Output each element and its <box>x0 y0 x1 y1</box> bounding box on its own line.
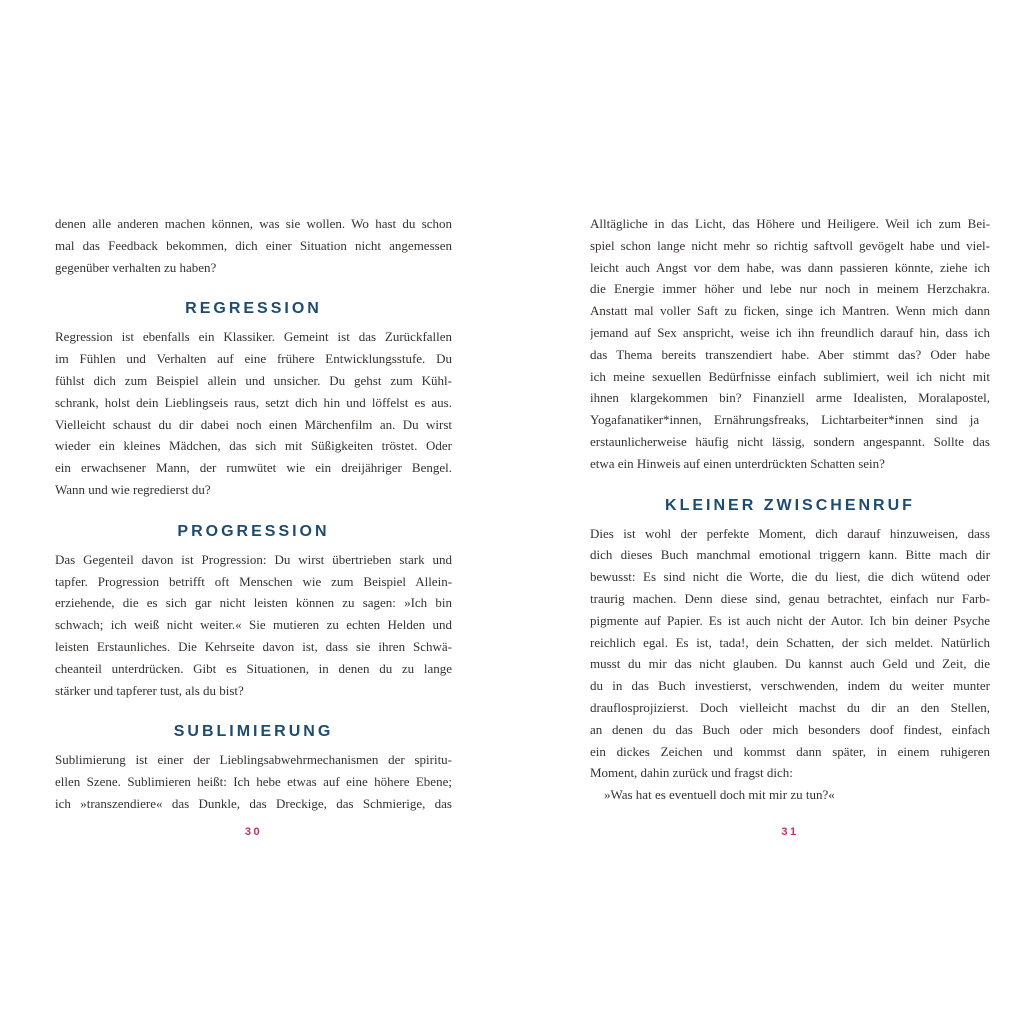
paragraph <box>55 549 452 702</box>
section-heading: REGRESSION <box>185 300 322 318</box>
text-line: an denen du das Buch oder mich besonders doof findest, einfach <box>590 721 990 737</box>
text-line: Alltägliche in das Licht, das Höhere und Heiligere. Weil ich zum Bei- <box>590 216 990 231</box>
text-line: traurig machen. Denn diese sind, genau betrachtet, einfach nur Farb- <box>590 590 990 606</box>
text-line: schrank, holst dein Lieblingseis raus, setzt dich hin und löffelst es aus. <box>55 394 452 410</box>
text-line: ein dickes Zeichen und kommst dann später, in einem ruhigeren <box>590 743 990 759</box>
paragraph <box>55 213 452 278</box>
text-line: cheanteil unterdrücken. Gibt es Situationen, in denen du zu lange <box>55 660 452 676</box>
text-line: die Energie immer höher und lebe nur noch in meinem Herzchakra. <box>590 281 990 297</box>
text-line: im Fühlen und Verhalten auf eine frühere Entwicklungsstufe. Du <box>55 351 452 367</box>
text-line: ellen Szene. Sublimieren heißt: Ich hebe etwas auf eine höhere Ebene; <box>55 774 452 790</box>
section-heading: SUBLIMIERUNG <box>173 723 334 741</box>
text-line: ich meine sexuellen Bedürfnisse einfach sublimiert, weil ich nicht mit <box>590 368 990 384</box>
text-line: Yogafanatiker*innen, Ernährungsfreaks, Lichtarbeiter*innen sind ja <box>590 412 980 428</box>
text-line: stärker und tapferer tust, als du bist? <box>55 682 244 698</box>
text-line: tapfer. Progression betrifft oft Menschen wie zum Beispiel Allein- <box>55 573 452 589</box>
text-line: das Thema bereits transzendiert habe. Aber stimmt das? Oder habe <box>590 346 990 362</box>
text-line: leisten Erstaunliches. Die Kehrseite davon ist, dass sie ihren Schwä- <box>55 638 452 654</box>
text-line: Das Gegenteil davon ist Progression: Du wirst übertrieben stark und <box>55 551 452 567</box>
text-line: »Was hat es eventuell doch mit mir zu tun?« <box>604 787 835 803</box>
page-number: 30 <box>244 826 263 838</box>
paragraph <box>590 784 990 806</box>
right-page <box>590 213 990 893</box>
text-line: Regression ist ebenfalls ein Klassiker. Gemeint ist das Zurückfallen <box>55 329 452 345</box>
section-heading: PROGRESSION <box>177 522 330 540</box>
text-line: ihnen klargekommen bin? Finanziell arme Idealisten, Moralapostel, <box>590 390 990 406</box>
text-line: ein erwachsener Mann, der rumwütet wie ein dreijähriger Bengel. <box>55 460 452 476</box>
text-line: musst du mir das nicht glauben. Du kannst auch Geld und Zeit, die <box>590 656 990 672</box>
paragraph <box>55 326 452 500</box>
text-line: pigmente auf Papier. Es ist auch nicht der Autor. Ich bin deiner Psyche <box>590 612 990 628</box>
text-line: dich dieses Buch manchmal emotional triggern kann. Bitte mach dir <box>590 547 990 563</box>
page-text-blocks <box>590 213 990 806</box>
text-line: Vielleicht schaust du dir dabei noch einen Märchenfilm an. Du wirst <box>55 416 452 432</box>
text-line: Sublimierung ist einer der Lieblingsabwehrmechanismen der spiritu- <box>55 752 452 768</box>
text-line: mal das Feedback bekommen, dich einer Situation nicht angemessen <box>55 237 452 253</box>
text-line: wieder ein kleines Mädchen, das sich mit Süßigkeiten tröstet. Oder <box>55 438 452 454</box>
text-line: denen alle anderen machen können, was sie wollen. Wo hast du schon <box>55 216 452 231</box>
text-line: spiel schon lange nicht mehr so richtig saftvoll gevögelt habe und viel- <box>590 237 990 253</box>
page-number: 31 <box>781 826 799 838</box>
text-line: Moment, dahin zurück und fragst dich: <box>590 765 793 781</box>
text-line: jemand auf Sex anspricht, weise ich ihn freundlich darauf hin, dass ich <box>590 324 990 340</box>
text-line: leicht auch Angst vor dem habe, was dann passieren könnte, ziehe ich <box>590 259 990 275</box>
text-line: Wann und wie regredierst du? <box>55 481 211 497</box>
text-line: gegenüber verhalten zu haben? <box>55 259 217 275</box>
text-line: erziehende, die es sich gar nicht leisten können zu sagen: »Ich bin <box>55 595 452 611</box>
paragraph <box>55 749 452 814</box>
paragraph <box>590 213 990 475</box>
text-line: Dies ist wohl der perfekte Moment, dich darauf hinzuweisen, dass <box>590 525 990 541</box>
left-page <box>55 213 452 893</box>
text-line: erstaunlicherweise häufig nicht lässig, sondern angespannt. Sollte das <box>590 433 990 449</box>
text-line: du in das Buch investierst, verschwenden, indem du weiter munter <box>590 678 990 694</box>
text-line: fühlst dich zum Beispiel allein und unsicher. Du gehst zum Kühl- <box>55 372 452 388</box>
paragraph <box>590 523 990 785</box>
page-text-blocks <box>55 213 452 815</box>
text-line: schwach; ich weiß nicht weiter.« Sie mutieren zu echten Helden und <box>55 617 452 633</box>
text-line: drauflosprojizierst. Doch vielleicht machst du dir an den Stellen, <box>590 699 990 715</box>
section-heading: KLEINER ZWISCHENRUF <box>665 496 915 514</box>
text-line: Anstatt mal voller Saft zu ficken, singe ich Mantren. Wenn mich dann <box>590 303 990 319</box>
text-line: etwa ein Hinweis auf einen unterdrückten Schatten sein? <box>590 455 885 471</box>
text-line: bewusst: Es sind nicht die Worte, die du liest, die dich wütend oder <box>590 569 990 585</box>
text-line: reichlich egal. Es ist, tada!, dein Schatten, der sich meldet. Natürlich <box>590 634 990 650</box>
text-line: ich »transzendiere« das Dunkle, das Dreckige, das Schmierige, das <box>55 795 452 811</box>
